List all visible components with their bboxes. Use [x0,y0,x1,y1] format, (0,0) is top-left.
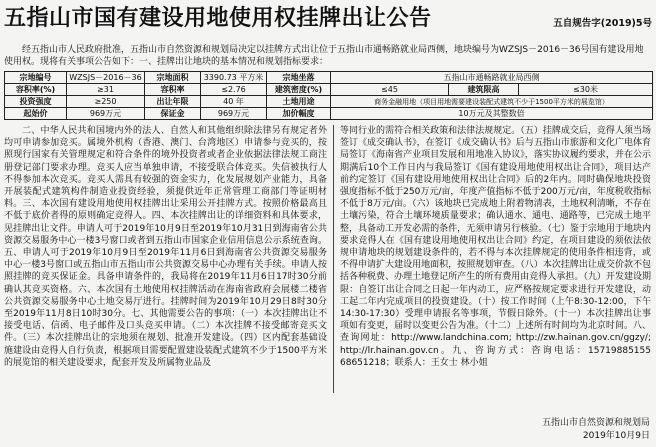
table-cell: 五指山市通畅路就业局西侧 [331,72,653,84]
table-cell: 969万元 [67,108,145,120]
body-right-column [334,125,651,393]
table-cell: 建筑密度(%) [267,84,331,96]
table-cell: 建筑限高 [449,84,519,96]
notice-body [4,125,652,393]
table-cell: 宗地坐落 [267,72,331,84]
table-cell: 3390.73 平方米 [201,72,267,84]
table-cell: 40 年 [201,96,267,108]
notice-header [4,2,652,34]
parcel-info-table [4,71,653,120]
table-cell: 容积率(%) [5,84,67,96]
intro-paragraph: 经五指山市人民政府批准，五指山市自然资源和规划局决定以挂牌方式出让位于五指山市通畅路就业局西侧，地块编号为WZSJS－2016－36号国有建设用地使用权。现将有关事项公告如下：一、挂牌出让地块的基本情况和规划指标要求： [4,45,644,67]
table-cell: ≤2.76 [201,84,267,96]
table-row [5,96,653,108]
issue-date: 2019年10月9日 [582,431,650,441]
table-cell: 10万元及其整数倍 [331,108,653,120]
table-cell: 土地用途 [267,96,331,108]
body-right-text: 等同行业的需符合相关政策和法律法规规定。（五）挂牌成交后，竞得人须当场签订《成交确认书》，在签订《成交确认书》后与五指山市旅游和文化广电体育局签订《海南省产业项目发展和用地准入协议》，落实协议履约要求，并在公示期满后10个工作日内与我局签订《国有建设用地使用权出让合同》，项目达产前约定签订《国有建设用地使用权出让合同》后的2年内。同时确保地块投资强度指标不低于250万元/亩，年度产值指标不低于200万元/亩，年度税收指标不低于8万元/亩。（六）该地块已完成地上附着物清表，土地权利清晰，不存在土壤污染，符合土壤环境质量要求；确认通水、通电、通路等，已完成土地平整，具备动工开发必需的条件，无须申请另行核验。（七）鉴于宗地用于地块内要求竞得人在《国有建设用地使用权出让合同》约定，在项目建设的须依法依规申请地块的规划建设条件的，若不得与本次挂牌规定的使用条件相违背，或不得申请扩大建设用地面积，按照规划审查。（八）本次挂牌出让成交价款不包括各种税费、办理土地登记所产生的所有费用由竞得人承担。（九）开发建设期限：自签订出让合同之日起一年内动工，应严格按规定要求进行开发建设，动工起二年内完成项目的投资建设。（十）按工作时间（上午8:30-12:00，下午14:30-17:30）受理申请报名等事项，节假日除外。（十一）本次挂牌出让事项如有变更，届时以变更公告为准。（十二）上述所有时间均为北京时间。八、查询网址：http://www.landchina.com; http://zw.hainan.gov.cn/ggzy/; http://lr.hainan.gov.cn。九、咨询方式：咨询电话：15719885155 68651218；联系人：王女士 林小姐 [340,126,651,368]
table-cell: 容积率 [145,84,201,96]
table-cell: 宗地面积 [145,72,201,84]
table-cell: 商务金融用地（项目用地需要建设装配式建筑不少于1500平方米的展览馆） [331,96,653,108]
table-cell: WZSJS－2016－36 [67,72,145,84]
body-left-column: 二、中华人民共和国境内外的法人、自然人和其他组织除法律另有规定者外均可申请参加竞买。属境外机构（香港、澳门、台湾地区）申请参与竞买的，按照现行国家有关管理规定和符合条件的境外投资者或者企业依据法律法规工商注册登记部门要求办理。竞买人应当单独申请，不接受联合体竞买。失信被执行人不得参加本次竞买。竞买人需具有较强的资金实力，化发展规划产业能力，具备开展装配式建筑构件制造业投资经验，须提供近年正常管理工商部门等证明材料。三、本次国有建设用地使用权挂牌出让采用公开挂牌方式。按照价格最高且不低于底价者得的原则确定竞得人。四、本次挂牌出让的详细资料和具体要求，见挂牌出让文件。申请人可于2019年10月9日至2019年10月31日到海南省公共资源交易服务中心一楼3号窗口或者到五指山市国家企业信用信息公示系统查询。五、申请人可于2019年10月9日至2019年11月6日到海南省公共资源交易服务中心一楼3号窗口或五指山市五指山市公共资源交易中心办理有关手续。申请人按照挂牌的竞买保证金。具备申请条件的，我局将在2019年11月6日17时30分前确认其竞买资格。六、本次国有土地使用权挂牌活动在海南省政府会展楼二楼省公共资源交易服务中心土地交易厅进行。挂牌时间为2019年10月29日8时30分至2019年11月8日10时30分。七、其他需要公告的事项：（一）本次挂牌出让不接受电话、信函、电子邮件及口头竞买申请。（二）本次挂牌不接受邮寄竞买文件。（三）本次挂牌出让的宗地须在规划、批准开发建设。（四）区内配套基础设施建设由竞得人自行负责，根据项目需要配置建设装配式建筑不少于1500平方米的展览馆的相关建设要求，配套开发及所属物业品及 [4,126,327,368]
table-cell: 加价幅度 [267,108,331,120]
table-row [5,84,653,96]
table-cell: 出让年限 [145,96,201,108]
table-cell: 969万元 [201,108,267,120]
table-cell: ≤30米 [519,84,653,96]
notice-title: 五指山市国有建设用地使用权挂牌出让公告 [4,6,432,31]
table-cell: ≥250 [67,96,145,108]
table-cell: 宗地编号 [5,72,67,84]
issuing-organization: 五指山市自然资源和规划局 [541,418,650,428]
notice-number: 五自规告字(2019)5号 [553,18,652,29]
table-row [5,108,653,120]
signature-block [542,417,650,443]
table-cell: 投资强度 [5,96,67,108]
table-cell: 起始价 [5,108,67,120]
table-row [5,72,653,84]
table-cell: ≤45 [331,84,449,96]
table-cell: 保证金 [145,108,201,120]
table-cell: ≥31 [67,84,145,96]
